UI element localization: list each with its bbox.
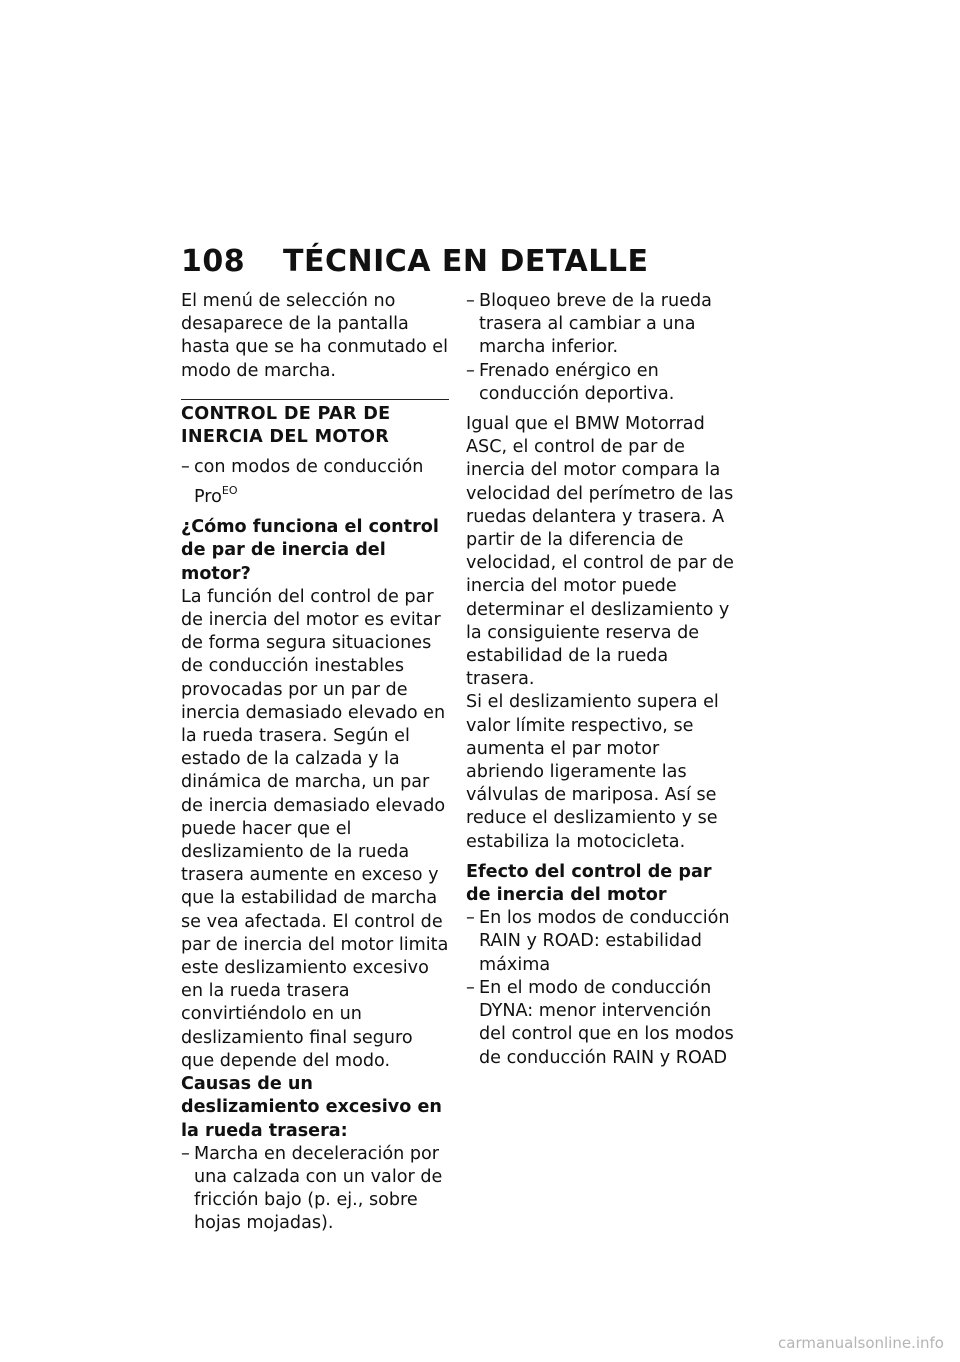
list-item: – En los modos de conducción RAIN y ROAD: estabilidad máxima (466, 907, 736, 977)
option-superscript: EO (221, 484, 238, 498)
watermark: carmanualsonline.info (778, 1334, 944, 1352)
intro-paragraph: El menú de selección no desaparece de la pantalla hasta que se ha conmutado el modo de marcha. (181, 291, 449, 381)
how-it-works-heading: ¿Cómo funciona el control de par de inercia del motor? (181, 517, 439, 584)
effects-list (466, 907, 736, 1069)
comparison-paragraph: Igual que el BMW Motorrad ASC, el control de par de inercia del motor compara la velocidad del perímetro de las ruedas delantera y trasera. A partir de la diferencia de velocidad, el control de par de inercia del motor puede determinar el deslizamiento y la consiguiente reserva de estabilidad de la rueda trasera. (466, 414, 734, 690)
slip-limit-paragraph: Si el deslizamiento supera el valor límite respectivo, se aumenta el par motor abriendo ligeramente las válvulas de mariposa. Así se reduce el deslizamiento y se estabiliza la motocicleta. (466, 692, 719, 852)
causes-heading: Causas de un deslizamiento excesivo en la rueda trasera: (181, 1074, 442, 1141)
right-column (466, 290, 736, 1077)
how-it-works-text: La función del control de par de inercia del motor es evitar de forma segura situaciones de conducción inestables provocadas por un par de inercia demasiado elevado en la rueda trasera. Según el estado de la calzada y la dinámica de marcha, un par de inercia demasiado elevado puede hacer que el deslizamiento de la rueda trasera aumente en exceso y que la estabilidad de marcha se vea afectada. El control de par de inercia del motor limita este deslizamiento excesivo en la rueda trasera convirtiéndolo en un deslizamiento final seguro que depende del modo. (181, 586, 449, 1071)
riding-modes-text: con modos de conducción Pro (194, 456, 424, 508)
page-number: 108 (181, 244, 246, 279)
riding-modes-list (181, 456, 451, 509)
list-item: – Marcha en deceleración por una calzada con un valor de fricción bajo (p. ej., sobre hojas mojadas). (181, 1143, 451, 1236)
effect-heading: Efecto del control de par de inercia del motor (466, 861, 712, 906)
left-column (181, 290, 451, 1243)
causes-list-continued (466, 290, 736, 406)
list-item: – Bloqueo breve de la rueda trasera al cambiar a una marcha inferior. (466, 290, 736, 360)
list-item: – Frenado enérgico en conducción deportiva. (466, 360, 736, 406)
list-item (181, 456, 451, 509)
section-title: CONTROL DE PAR DE INERCIA DEL MOTOR (181, 403, 391, 447)
causes-list (181, 1143, 451, 1236)
chapter-title: TÉCNICA EN DETALLE (283, 244, 649, 279)
section-divider (181, 399, 449, 400)
list-item: – En el modo de conducción DYNA: menor intervención del control que en los modos de conducción RAIN y ROAD (466, 977, 736, 1070)
page-header (181, 242, 741, 282)
